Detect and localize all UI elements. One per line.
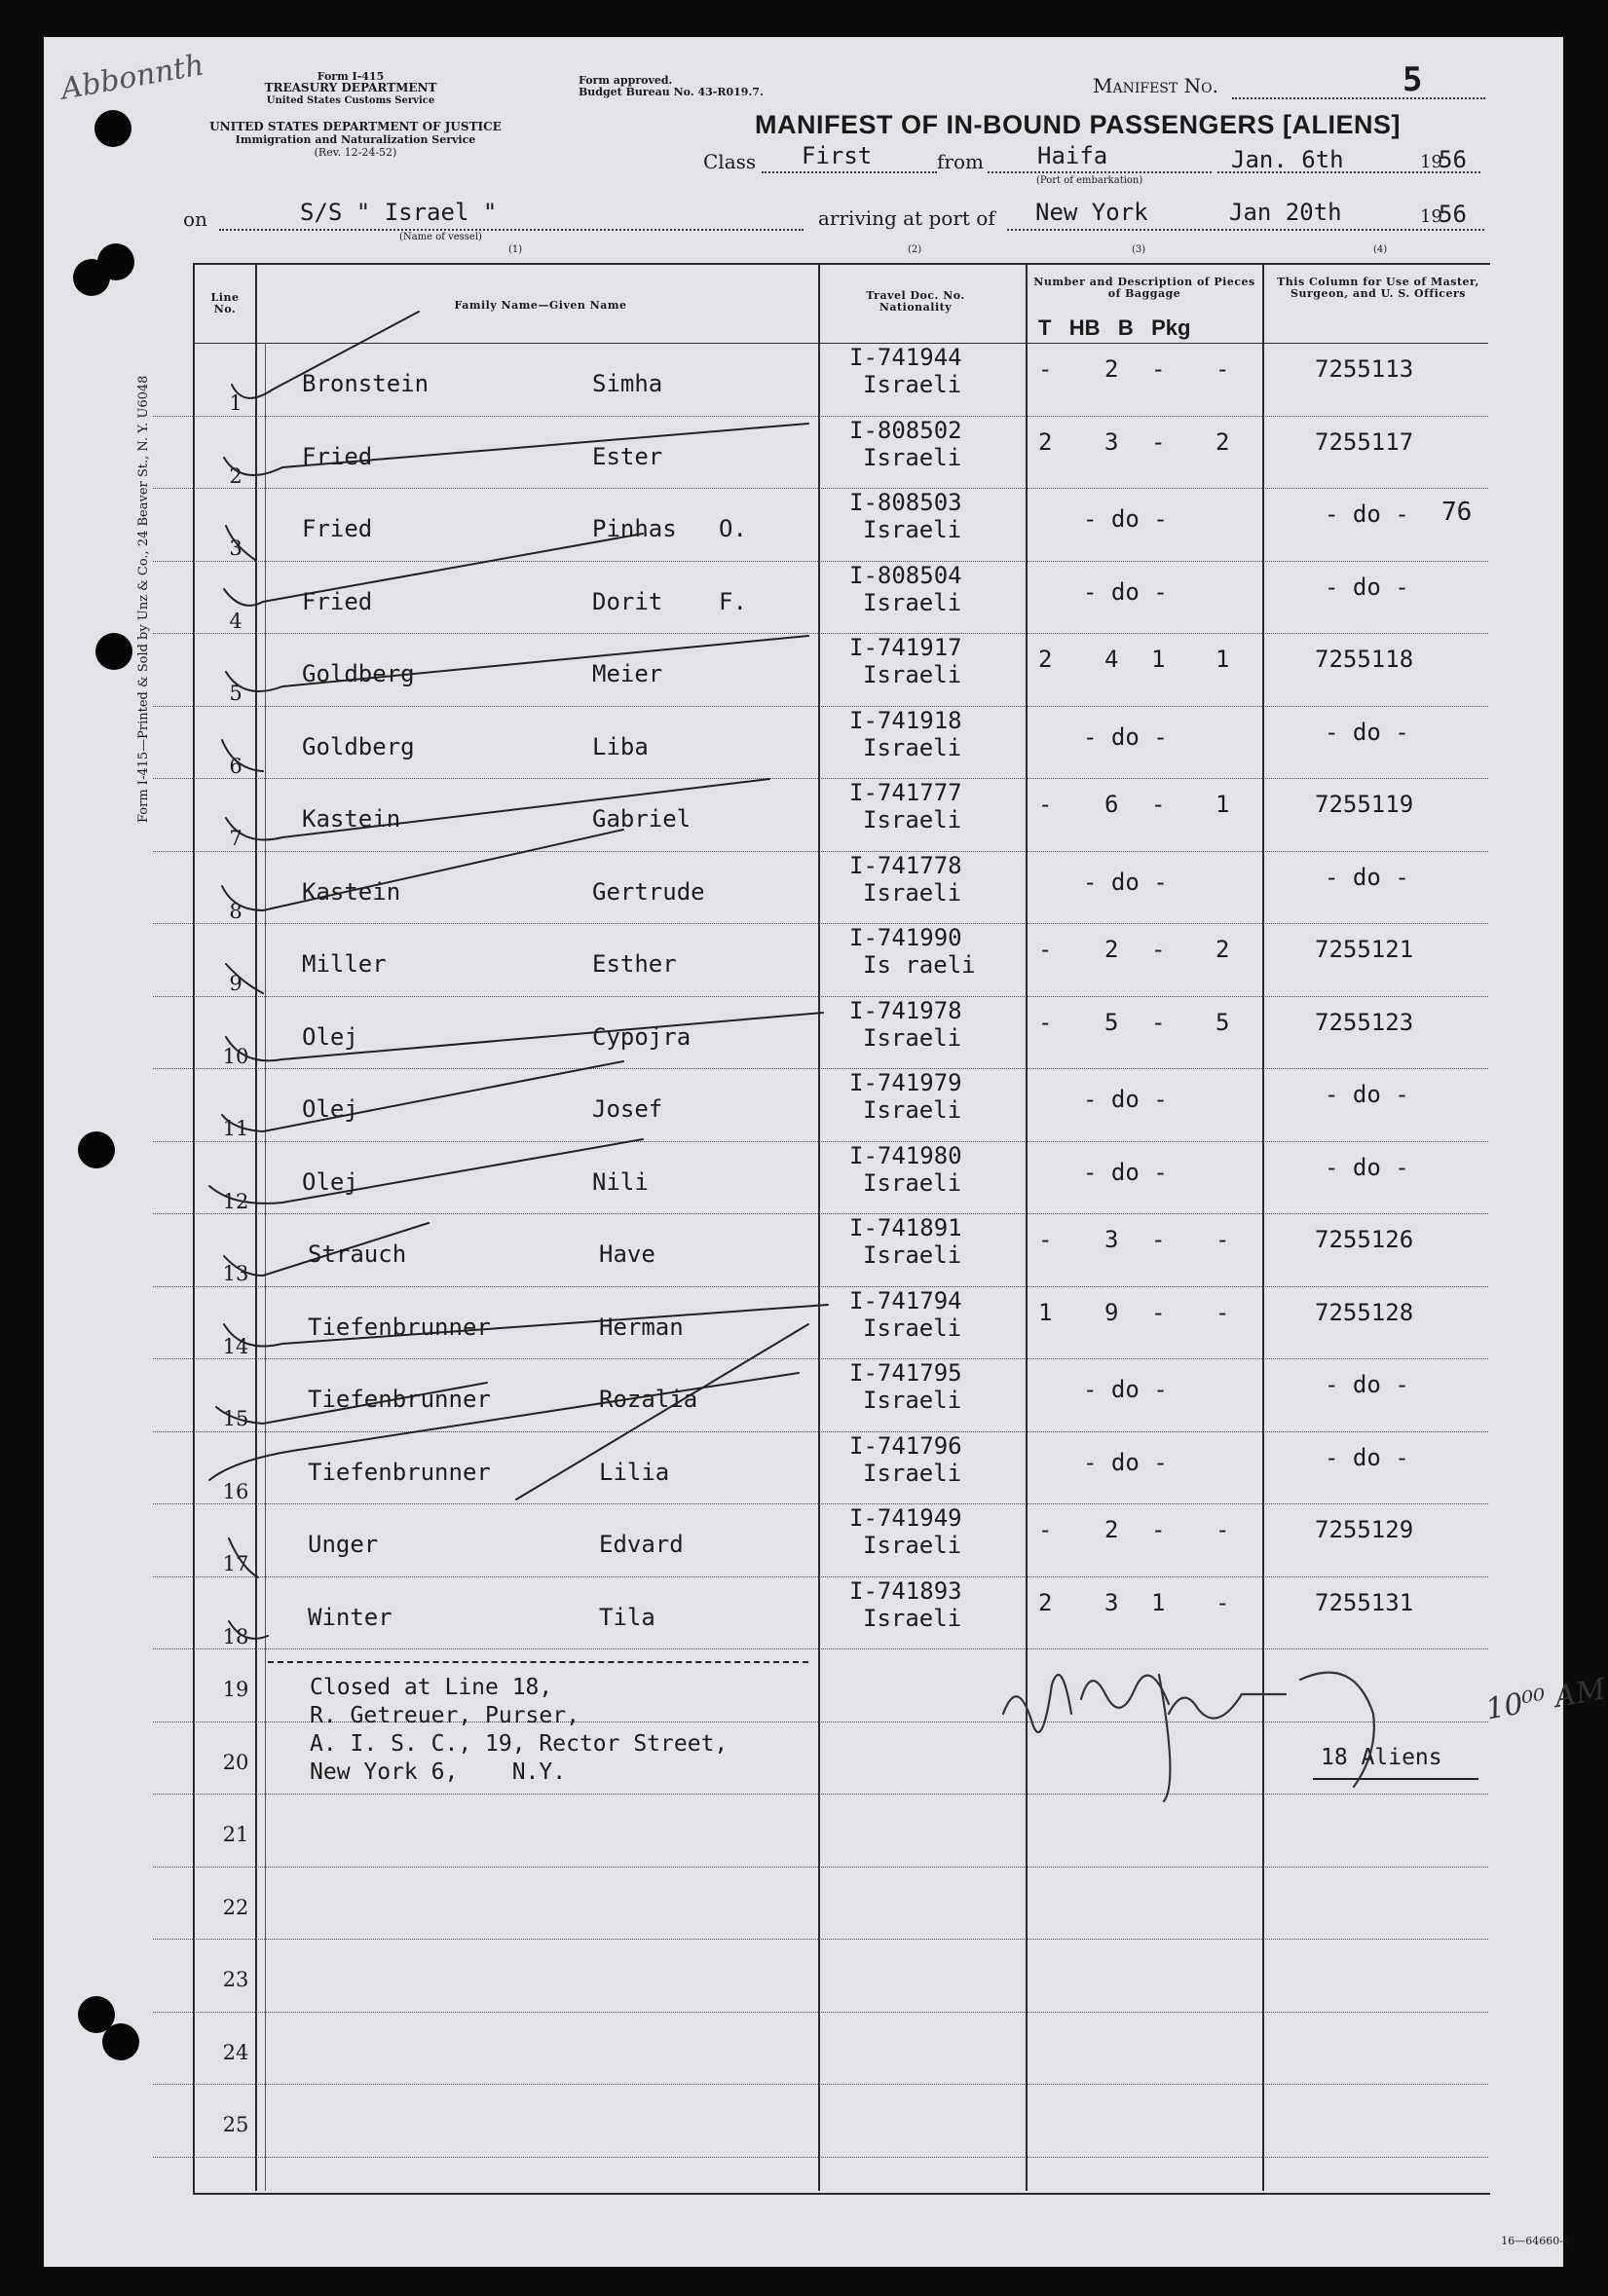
officer-entry: 7255119 [1315,791,1414,818]
family-name: Goldberg [302,660,415,687]
baggage-ditto: - do - [1083,1376,1168,1403]
departure-date: Jan. 6th [1231,146,1344,173]
closing-line-4: New York 6, N.Y. [310,1759,567,1785]
baggage-t: - [1038,936,1053,963]
nationality: Israeli [863,516,962,543]
travel-doc-number: I-741990 [849,924,962,951]
nationality: Israeli [863,1532,962,1559]
line-number: 16 [222,1479,249,1503]
closing-line-3: A. I. S. C., 19, Rector Street, [310,1731,729,1757]
baggage-ditto: - do - [1083,1158,1168,1186]
on-label: on [183,207,207,231]
given-name: Liba [592,732,649,760]
printer-imprint: Form I-415—Printed & Sold by Unz & Co., 24 Beaver St., N. Y. U6048 [136,375,151,823]
baggage-b: - [1151,791,1166,818]
officer-entry: - do - [1325,863,1409,891]
baggage-pkg: - [1215,1588,1230,1616]
family-name: Olej [302,1167,358,1196]
customs-service: United States Customs Service [266,95,435,106]
given-name: Simha [592,370,663,397]
family-name: Unger [308,1531,379,1558]
nationality: Israeli [863,1387,962,1414]
line-number: 12 [222,1189,249,1213]
col-note-3: (3) [1132,244,1146,255]
baggage-hb: 3 [1104,1226,1119,1253]
travel-doc-number: I-741893 [849,1576,962,1605]
given-name: Pinhas O. [592,515,747,542]
nationality: Israeli [863,1168,962,1197]
arrival-port: New York [1035,199,1148,226]
travel-doc-number: I-741918 [849,706,962,734]
line-number: 24 [222,2040,249,2064]
nationality: Israeli [863,588,962,616]
header-travel-doc: Travel Doc. No. Nationality [866,289,965,314]
baggage-pkg: 1 [1215,791,1230,818]
travel-doc-number: I-808502 [849,416,962,444]
nationality: Israeli [863,1314,962,1342]
line-number: 10 [222,1044,249,1068]
line-number: 18 [222,1624,249,1648]
baggage-hb: 3 [1104,427,1119,456]
line-number: 14 [222,1334,249,1358]
line-number: 21 [222,1823,249,1846]
family-name: Tiefenbrunner [308,1386,491,1413]
baggage-hb: 9 [1104,1298,1119,1326]
nationality: Israeli [863,371,962,398]
travel-doc-number: I-808504 [849,561,962,589]
manifest-no-value: 5 [1402,60,1423,99]
officer-entry: - do - [1325,1443,1409,1471]
given-name: Nili [592,1167,649,1196]
family-name: Winter [308,1603,393,1631]
travel-doc-number: I-808503 [849,489,962,516]
travel-doc-number: I-741917 [849,634,962,661]
travel-doc-number: I-741944 [849,344,962,371]
baggage-t: - [1038,791,1053,818]
officer-entry: 7255121 [1315,936,1414,963]
given-name: Rozalia [599,1386,698,1413]
baggage-b: 1 [1151,646,1166,673]
baggage-b: - [1151,1298,1166,1326]
from-value: Haifa [1037,142,1108,169]
baggage-t: - [1038,1008,1053,1036]
officer-entry: - do - [1325,1081,1409,1108]
family-name: Bronstein [302,370,430,397]
nationality: Israeli [863,878,962,907]
baggage-t: - [1038,1226,1053,1253]
class-value: First [802,142,873,169]
nationality: Israeli [863,1604,962,1632]
given-name: Herman [599,1313,684,1341]
line-number: 15 [222,1407,249,1430]
given-name: Ester [592,442,663,470]
family-name: Kastein [302,805,401,833]
officer-entry: 7255131 [1315,1588,1414,1616]
travel-doc-number: I-741891 [849,1214,962,1241]
given-name: Esther [592,950,677,978]
nationality: Israeli [863,733,962,761]
line-number: 22 [222,1895,249,1919]
ins-service: Immigration and Naturalization Service [235,133,476,146]
travel-doc-number: I-741979 [849,1069,962,1096]
officer-entry: - do - [1325,1153,1409,1181]
baggage-hb: 5 [1104,1008,1119,1036]
vessel-note: (Name of vessel) [399,232,482,242]
family-name: Goldberg [302,732,415,760]
line-number: 13 [222,1262,249,1285]
travel-doc-number: I-741949 [849,1504,962,1532]
baggage-ditto: - do - [1083,577,1168,606]
nationality: Israeli [863,1023,962,1052]
vessel-name: S/S " Israel " [300,199,498,226]
line-number: 8 [229,899,243,923]
family-name: Kastein [302,877,401,906]
aliens-count: 18 Aliens [1321,1745,1442,1770]
given-name: Tila [599,1603,655,1631]
header-officers: This Column for Use of Master, Surgeon, and U. S. Officers [1277,276,1479,300]
family-name: Miller [302,950,387,978]
line-number: 23 [222,1968,249,1991]
arrival-year: 56 [1439,201,1467,228]
justice-dept: UNITED STATES DEPARTMENT OF JUSTICE [209,120,502,133]
line-number: 3 [229,537,243,560]
baggage-hb: 4 [1104,646,1119,673]
line-number: 17 [222,1552,249,1575]
family-name: Tiefenbrunner [308,1313,491,1341]
baggage-ditto: - do - [1083,722,1168,751]
baggage-b: - [1151,936,1166,963]
baggage-b: - [1151,1516,1166,1543]
given-name: Edvard [599,1531,684,1558]
handwritten-note: Abbonnth [58,48,207,107]
nationality: Israeli [863,1241,962,1269]
baggage-b: 1 [1151,1588,1166,1616]
budget-bureau: Budget Bureau No. 43-R019.7. [579,86,764,98]
manifest-no-label: Manifest No. [1093,74,1218,97]
baggage-hb: 2 [1104,1516,1119,1543]
baggage-b: - [1151,1226,1166,1253]
form-approved: Form approved. [579,74,673,87]
baggage-pkg: - [1215,355,1230,383]
line-number: 2 [229,463,243,488]
baggage-hb: 2 [1104,936,1119,963]
line-number: 20 [222,1750,249,1774]
treasury-dept: TREASURY DEPARTMENT [264,81,437,94]
departure-year: 56 [1439,146,1467,173]
col-note-4: (4) [1373,244,1388,255]
line-number: 19 [222,1678,249,1701]
given-name: Meier [592,660,663,687]
class-label: Class [703,150,757,173]
travel-doc-number: I-741794 [849,1286,962,1315]
col-note-1: (1) [508,244,523,255]
given-name: Lilia [599,1458,670,1486]
header-line-no: Line No. [210,291,240,315]
baggage-pkg: - [1215,1298,1230,1326]
officer-entry: 7255117 [1315,427,1414,456]
line-number: 11 [222,1117,249,1140]
given-name: Have [599,1241,655,1268]
family-name: Olej [302,1022,358,1051]
revision: (Rev. 12-24-52) [314,146,397,159]
officer-entry: 7255126 [1315,1226,1414,1253]
officer-entry: 7255128 [1315,1298,1414,1326]
travel-doc-number: I-741795 [849,1359,962,1387]
form-number: Form I-415 [317,70,385,83]
header-name: Family Name—Given Name [454,299,627,312]
footer-code: 16—64660-4 [1501,2235,1570,2247]
nationality: Israeli [863,443,962,471]
arrival-year-prefix: 19 [1420,206,1442,227]
baggage-ditto: - do - [1083,505,1168,533]
baggage-pkg: - [1215,1516,1230,1543]
travel-doc-number: I-741978 [849,996,962,1024]
given-name: Cypojra [592,1022,692,1051]
closing-line-2: R. Getreuer, Purser, [310,1703,580,1728]
handwritten-annotation: 76 [1441,498,1473,527]
officer-entry: 7255113 [1315,355,1414,383]
family-name: Olej [302,1095,358,1123]
officer-entry: 7255123 [1315,1008,1414,1036]
header-baggage-cols: T HB B Pkg [1038,315,1191,340]
travel-doc-number: I-741777 [849,779,962,806]
nationality: Israeli [863,1096,962,1124]
baggage-pkg: 5 [1215,1008,1230,1036]
baggage-t: 2 [1038,427,1053,456]
family-name: Fried [302,515,373,542]
from-label: from [937,150,984,173]
family-name: Strauch [308,1241,407,1268]
officer-entry: 7255118 [1315,646,1414,673]
baggage-ditto: - do - [1083,1086,1168,1113]
line-number: 4 [229,609,243,633]
line-number: 25 [222,2113,249,2136]
line-number: 7 [229,827,243,850]
nationality: Israeli [863,806,962,833]
line-number: 5 [229,682,243,705]
line-number: 1 [229,391,243,415]
officer-entry: - do - [1325,573,1409,601]
nationality: Israeli [863,661,962,688]
nationality: Israeli [863,1459,962,1487]
given-name: Dorit F. [592,587,747,615]
arrival-date: Jan 20th [1229,199,1342,226]
travel-doc-number: I-741980 [849,1141,962,1169]
officer-entry: - do - [1325,718,1409,746]
handwritten-time: 10⁰⁰ AM [1482,1672,1608,1727]
family-name: Tiefenbrunner [308,1458,491,1486]
col-note-2: (2) [908,244,922,255]
header-baggage: Number and Description of Pieces of Baggage [1033,276,1255,300]
baggage-pkg: 2 [1215,427,1230,456]
baggage-ditto: - do - [1083,868,1168,896]
baggage-b: - [1151,1008,1166,1036]
baggage-ditto: - do - [1083,1448,1168,1476]
officer-entry: 7255129 [1315,1516,1414,1543]
baggage-b: - [1151,355,1166,383]
baggage-hb: 2 [1104,355,1119,383]
baggage-t: 2 [1038,1588,1053,1616]
baggage-pkg: - [1215,1226,1230,1253]
travel-doc-number: I-741796 [849,1431,962,1460]
depart-year-prefix: 19 [1420,152,1442,172]
family-name: Fried [302,587,373,615]
port-embark-note: (Port of embarkation) [1036,175,1143,186]
officer-entry: - do - [1325,1371,1409,1398]
given-name: Gertrude [592,877,705,906]
officer-entry: - do - [1325,500,1409,528]
baggage-pkg: 1 [1215,646,1230,673]
arriving-label: arriving at port of [818,206,995,230]
baggage-t: 2 [1038,646,1053,673]
line-number: 6 [229,754,243,778]
family-name: Fried [302,442,373,470]
travel-doc-number: I-741778 [849,851,962,879]
line-number: 9 [229,972,243,995]
manifest-title: MANIFEST OF IN-BOUND PASSENGERS [ALIENS] [755,110,1402,139]
closing-line-1: Closed at Line 18, [310,1675,553,1700]
baggage-b: - [1151,427,1166,456]
baggage-hb: 3 [1104,1588,1119,1616]
given-name: Josef [592,1095,663,1123]
given-name: Gabriel [592,805,692,833]
baggage-t: - [1038,1516,1053,1543]
baggage-t: - [1038,355,1053,383]
baggage-t: 1 [1038,1298,1053,1326]
baggage-hb: 6 [1104,791,1119,818]
baggage-pkg: 2 [1215,936,1230,963]
nationality: Is raeli [863,951,976,979]
